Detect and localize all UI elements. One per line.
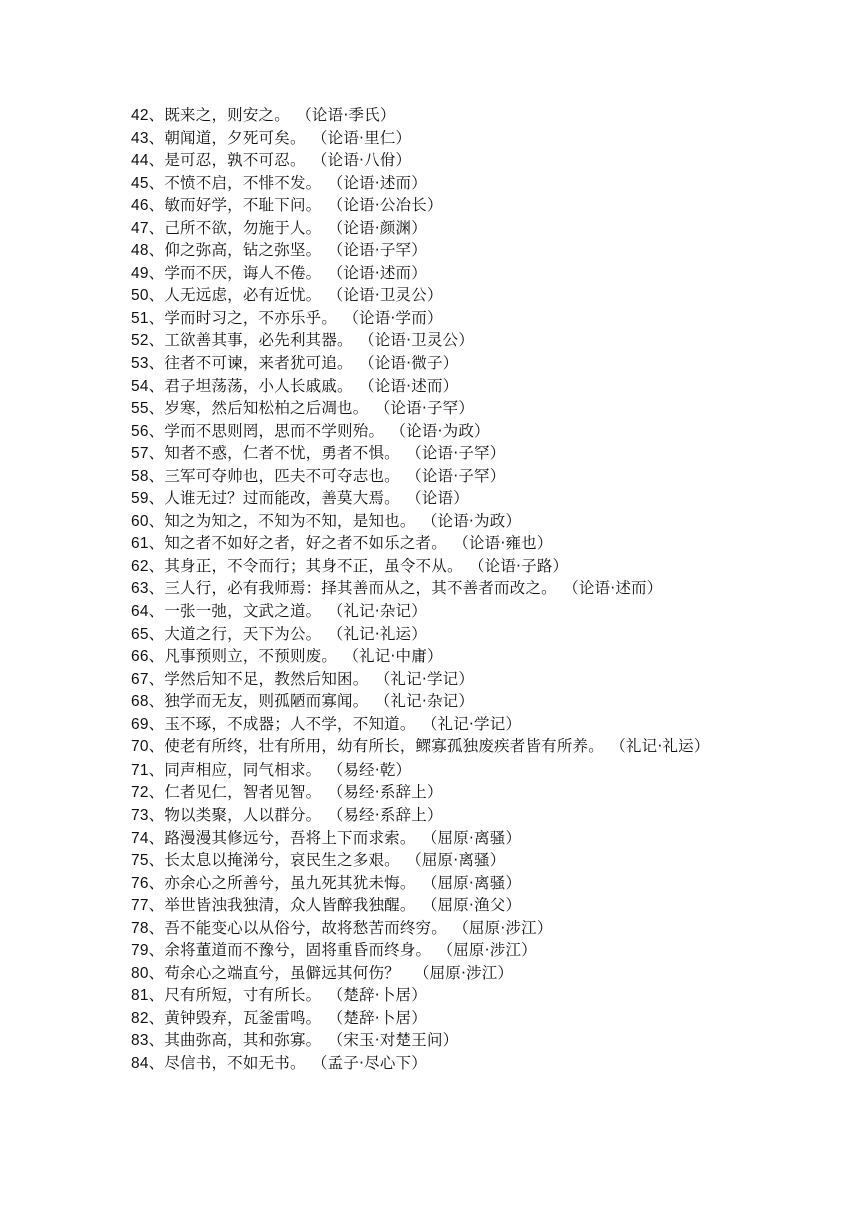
quote-source: （礼记·中庸） <box>351 647 443 666</box>
quote-text: 同声相应，同气相求。 <box>164 760 322 779</box>
quote-number: 80 <box>131 964 149 982</box>
quote-text: 其曲弥高，其和弥寡。 <box>164 1031 322 1050</box>
quote-item <box>131 397 751 420</box>
quote-item <box>131 149 751 172</box>
quote-source: （论语·子罕） <box>335 241 427 260</box>
quote-separator: 、 <box>148 941 165 960</box>
quote-item <box>131 510 751 533</box>
quote-number: 76 <box>131 874 149 892</box>
quote-source: （礼记·学记） <box>429 714 522 733</box>
quote-text: 学而不厌，诲人不倦。 <box>164 263 322 282</box>
quote-text: 凡事预则立，不预则废。 <box>164 647 338 666</box>
quote-separator: 、 <box>148 851 165 870</box>
quote-separator: 、 <box>148 354 165 373</box>
quote-item <box>131 172 751 195</box>
quote-item <box>131 804 751 827</box>
quote-item <box>131 713 751 736</box>
quote-separator: 、 <box>148 444 165 463</box>
quote-separator: 、 <box>148 263 165 282</box>
quote-item <box>131 917 751 940</box>
quote-separator: 、 <box>148 128 165 147</box>
quote-separator: 、 <box>148 489 165 508</box>
quote-item <box>131 827 751 850</box>
quote-source: （礼记·礼运） <box>335 624 427 643</box>
quote-list <box>131 104 751 1075</box>
quote-source: （孟子·尽心下） <box>319 1053 427 1072</box>
quote-number: 68 <box>131 693 149 711</box>
quote-source: （礼记·杂记） <box>382 692 475 711</box>
quote-number: 65 <box>131 625 149 643</box>
quote-item <box>131 962 751 985</box>
quote-item <box>131 759 751 782</box>
quote-item <box>131 577 751 600</box>
quote-text: 朝闻道，夕死可矣。 <box>164 128 306 147</box>
quote-source: （屈原·涉江） <box>413 963 514 982</box>
quote-number: 49 <box>131 264 149 282</box>
quote-item <box>131 104 751 127</box>
quote-item <box>131 872 751 895</box>
quote-separator: 、 <box>148 737 165 756</box>
quote-source: （论语·子路） <box>476 556 569 575</box>
quote-item <box>131 600 751 623</box>
quote-source: （论语·子罕） <box>413 466 506 485</box>
quote-separator: 、 <box>148 624 165 643</box>
quote-item <box>131 127 751 150</box>
quote-separator: 、 <box>148 1053 165 1072</box>
quote-number: 50 <box>131 287 149 305</box>
quote-separator: 、 <box>148 151 165 170</box>
quote-item <box>131 465 751 488</box>
quote-item <box>131 194 751 217</box>
quote-separator: 、 <box>148 534 165 553</box>
quote-number: 83 <box>131 1032 149 1050</box>
quote-separator: 、 <box>148 714 165 733</box>
quote-separator: 、 <box>148 173 165 192</box>
quote-item <box>131 262 751 285</box>
quote-source: （论语·为政） <box>398 421 490 440</box>
quote-separator: 、 <box>148 805 165 824</box>
quote-separator: 、 <box>148 196 165 215</box>
quote-source: （屈原·离骚） <box>429 873 522 892</box>
quote-number: 52 <box>131 332 149 350</box>
quote-separator: 、 <box>148 466 165 485</box>
quote-text: 长太息以掩涕兮，哀民生之多艰。 <box>164 851 400 870</box>
quote-source: （论语·述而） <box>366 376 459 395</box>
quote-text: 仰之弥高，钻之弥坚。 <box>164 241 322 260</box>
quote-item <box>131 442 751 465</box>
quote-item <box>131 849 751 872</box>
quote-source: （礼记·礼运） <box>617 737 710 756</box>
quote-number: 73 <box>131 806 149 824</box>
quote-text: 敏而好学，不耻下问。 <box>164 196 322 215</box>
quote-source: （论语·八佾） <box>319 151 412 170</box>
quote-separator: 、 <box>148 669 165 688</box>
quote-text: 余将董道而不豫兮，固将重昏而终身。 <box>164 941 432 960</box>
quote-item <box>131 532 751 555</box>
quote-number: 59 <box>131 490 149 508</box>
quote-separator: 、 <box>148 760 165 779</box>
quote-separator: 、 <box>148 241 165 260</box>
quote-number: 71 <box>131 761 149 779</box>
quote-number: 53 <box>131 355 149 373</box>
quote-number: 42 <box>131 107 149 124</box>
quote-number: 43 <box>131 129 149 147</box>
quote-text: 知之为知之，不知为不知，是知也。 <box>164 511 416 530</box>
quote-text: 学然后知不足，教然后知困。 <box>164 669 369 688</box>
quote-number: 54 <box>131 377 149 395</box>
quote-text: 岁寒，然后知松柏之后凋也。 <box>164 399 369 418</box>
quote-number: 74 <box>131 829 149 847</box>
quote-source: （楚辞·卜居） <box>335 986 427 1005</box>
quote-separator: 、 <box>148 556 165 575</box>
quote-number: 46 <box>131 197 149 215</box>
quote-item <box>131 352 751 375</box>
quote-item <box>131 781 751 804</box>
quote-source: （易经·乾） <box>335 760 412 779</box>
quote-item <box>131 487 751 510</box>
quote-source: （论语·学而） <box>351 308 443 327</box>
quote-number: 47 <box>131 219 149 237</box>
quote-separator: 、 <box>148 692 165 711</box>
quote-text: 君子坦荡荡，小人长戚戚。 <box>164 376 353 395</box>
quote-item <box>131 329 751 352</box>
quote-separator: 、 <box>148 896 165 915</box>
quote-source: （论语·为政） <box>429 511 522 530</box>
quote-item <box>131 623 751 646</box>
quote-text: 尽信书，不如无书。 <box>164 1053 306 1072</box>
quote-text: 三军可夺帅也，匹夫不可夺志也。 <box>164 466 400 485</box>
quote-source: （论语·公冶长） <box>335 196 443 215</box>
quote-item <box>131 1052 751 1075</box>
quote-text: 不愤不启，不悱不发。 <box>164 173 322 192</box>
quote-number: 63 <box>131 580 149 598</box>
quote-source: （屈原·离骚） <box>413 851 506 870</box>
quote-number: 77 <box>131 897 149 915</box>
quote-number: 72 <box>131 784 149 802</box>
quote-item <box>131 735 751 759</box>
quote-separator: 、 <box>148 399 165 418</box>
quote-text: 亦余心之所善兮，虽九死其犹未悔。 <box>164 873 416 892</box>
quote-item <box>131 668 751 691</box>
quote-source: （论语·微子） <box>366 354 459 373</box>
quote-text: 人谁无过？过而能改，善莫大焉。 <box>164 489 400 508</box>
quote-number: 70 <box>131 738 149 756</box>
quote-number: 45 <box>131 174 149 192</box>
quote-source: （论语·颜渊） <box>335 218 427 237</box>
quote-text: 苟余心之端直兮，虽僻远其何伤？ <box>164 963 400 982</box>
quote-source: （屈原·渔父） <box>429 896 522 915</box>
quote-item <box>131 894 751 917</box>
quote-number: 60 <box>131 512 149 530</box>
quote-number: 79 <box>131 942 149 960</box>
quote-number: 69 <box>131 715 149 733</box>
quote-text: 吾不能变心以从俗兮，故将愁苦而终穷。 <box>164 918 447 937</box>
quote-number: 55 <box>131 400 149 418</box>
quote-source: （屈原·离骚） <box>429 828 522 847</box>
quote-item <box>131 939 751 962</box>
quote-separator: 、 <box>148 602 165 621</box>
quote-number: 48 <box>131 242 149 260</box>
quote-separator: 、 <box>148 579 165 598</box>
quote-separator: 、 <box>148 1031 165 1050</box>
quote-number: 84 <box>131 1054 149 1072</box>
quote-separator: 、 <box>148 511 165 530</box>
quote-separator: 、 <box>148 218 165 237</box>
quote-text: 工欲善其事，必先利其器。 <box>164 331 353 350</box>
quote-text: 一张一弛，文武之道。 <box>164 602 322 621</box>
quote-separator: 、 <box>148 421 165 440</box>
quote-separator: 、 <box>148 783 165 802</box>
quote-number: 44 <box>131 152 149 170</box>
quote-separator: 、 <box>148 828 165 847</box>
quote-number: 56 <box>131 422 149 440</box>
quote-source: （论语·雍也） <box>460 534 553 553</box>
quote-item <box>131 984 751 1007</box>
quote-text: 其身正，不令而行；其身不正，虽令不从。 <box>164 556 463 575</box>
quote-text: 黄钟毁弃，瓦釜雷鸣。 <box>164 1008 322 1027</box>
quote-separator: 、 <box>148 376 165 395</box>
quote-source: （论语·季氏） <box>303 106 396 124</box>
quote-text: 独学而无友，则孤陋而寡闻。 <box>164 692 369 711</box>
quote-separator: 、 <box>148 106 165 124</box>
quote-source: （易经·系辞上） <box>335 805 443 824</box>
quote-text: 仁者见仁，智者见智。 <box>164 783 322 802</box>
quote-number: 82 <box>131 1009 149 1027</box>
quote-text: 知者不惑，仁者不忧，勇者不惧。 <box>164 444 400 463</box>
quote-source: （论语·子罕） <box>382 399 475 418</box>
quote-source: （易经·系辞上） <box>335 783 443 802</box>
quote-text: 物以类聚，人以群分。 <box>164 805 322 824</box>
quote-separator: 、 <box>148 647 165 666</box>
quote-text: 既来之，则安之。 <box>164 106 290 124</box>
quote-item <box>131 690 751 713</box>
quote-source: （礼记·学记） <box>382 669 475 688</box>
quote-text: 玉不琢，不成器；人不学，不知道。 <box>164 714 416 733</box>
quote-separator: 、 <box>148 918 165 937</box>
quote-item <box>131 307 751 330</box>
quote-number: 61 <box>131 535 149 553</box>
quote-separator: 、 <box>148 286 165 305</box>
quote-source: （论语·述而） <box>570 579 663 598</box>
quote-number: 58 <box>131 467 149 485</box>
quote-text: 往者不可谏，来者犹可追。 <box>164 354 353 373</box>
quote-item <box>131 555 751 578</box>
quote-text: 大道之行，天下为公。 <box>164 624 322 643</box>
quote-item <box>131 645 751 668</box>
quote-number: 67 <box>131 670 149 688</box>
quote-number: 66 <box>131 648 149 666</box>
quote-text: 使老有所终，壮有所用，幼有所长，鳏寡孤独废疾者皆有所养。 <box>164 737 604 756</box>
quote-text: 己所不欲，勿施于人。 <box>164 218 322 237</box>
quote-source: （论语·里仁） <box>319 128 412 147</box>
quote-item <box>131 420 751 443</box>
quote-source: （宋玉·对楚王问） <box>335 1031 459 1050</box>
quote-item <box>131 1029 751 1052</box>
quote-text: 学而不思则罔，思而不学则殆。 <box>164 421 385 440</box>
quote-text: 举世皆浊我独清，众人皆醉我独醒。 <box>164 896 416 915</box>
quote-item <box>131 375 751 398</box>
quote-number: 51 <box>131 309 149 327</box>
quote-source: （论语·卫灵公） <box>366 331 475 350</box>
quote-separator: 、 <box>148 963 165 982</box>
quote-text: 知之者不如好之者，好之者不如乐之者。 <box>164 534 447 553</box>
quote-text: 是可忍，孰不可忍。 <box>164 151 306 170</box>
quote-number: 64 <box>131 603 149 621</box>
quote-source: （屈原·涉江） <box>445 941 537 960</box>
quote-source: （论语） <box>413 489 469 508</box>
quote-text: 尺有所短，寸有所长。 <box>164 986 322 1005</box>
quote-source: （论语·卫灵公） <box>335 286 443 305</box>
quote-source: （论语·子罕） <box>413 444 506 463</box>
quote-source: （屈原·涉江） <box>460 918 553 937</box>
quote-item <box>131 217 751 240</box>
quote-number: 81 <box>131 987 149 1005</box>
quote-number: 57 <box>131 445 149 463</box>
quote-item <box>131 1007 751 1030</box>
quote-separator: 、 <box>148 873 165 892</box>
quote-text: 人无远虑，必有近忧。 <box>164 286 322 305</box>
quote-separator: 、 <box>148 1008 165 1027</box>
quote-separator: 、 <box>148 986 165 1005</box>
quote-source: （楚辞·卜居） <box>335 1008 427 1027</box>
quote-text: 路漫漫其修远兮，吾将上下而求索。 <box>164 828 416 847</box>
quote-number: 78 <box>131 919 149 937</box>
quote-text: 学而时习之，不亦乐乎。 <box>164 308 338 327</box>
quote-separator: 、 <box>148 331 165 350</box>
quote-source: （论语·述而） <box>335 263 427 282</box>
quote-text: 三人行，必有我师焉：择其善而从之，其不善者而改之。 <box>164 579 557 598</box>
quote-separator: 、 <box>148 308 165 327</box>
quote-source: （论语·述而） <box>335 173 427 192</box>
quote-item <box>131 284 751 307</box>
quote-source: （礼记·杂记） <box>335 602 427 621</box>
quote-item <box>131 239 751 262</box>
quote-number: 75 <box>131 852 149 870</box>
quote-number: 62 <box>131 557 149 575</box>
